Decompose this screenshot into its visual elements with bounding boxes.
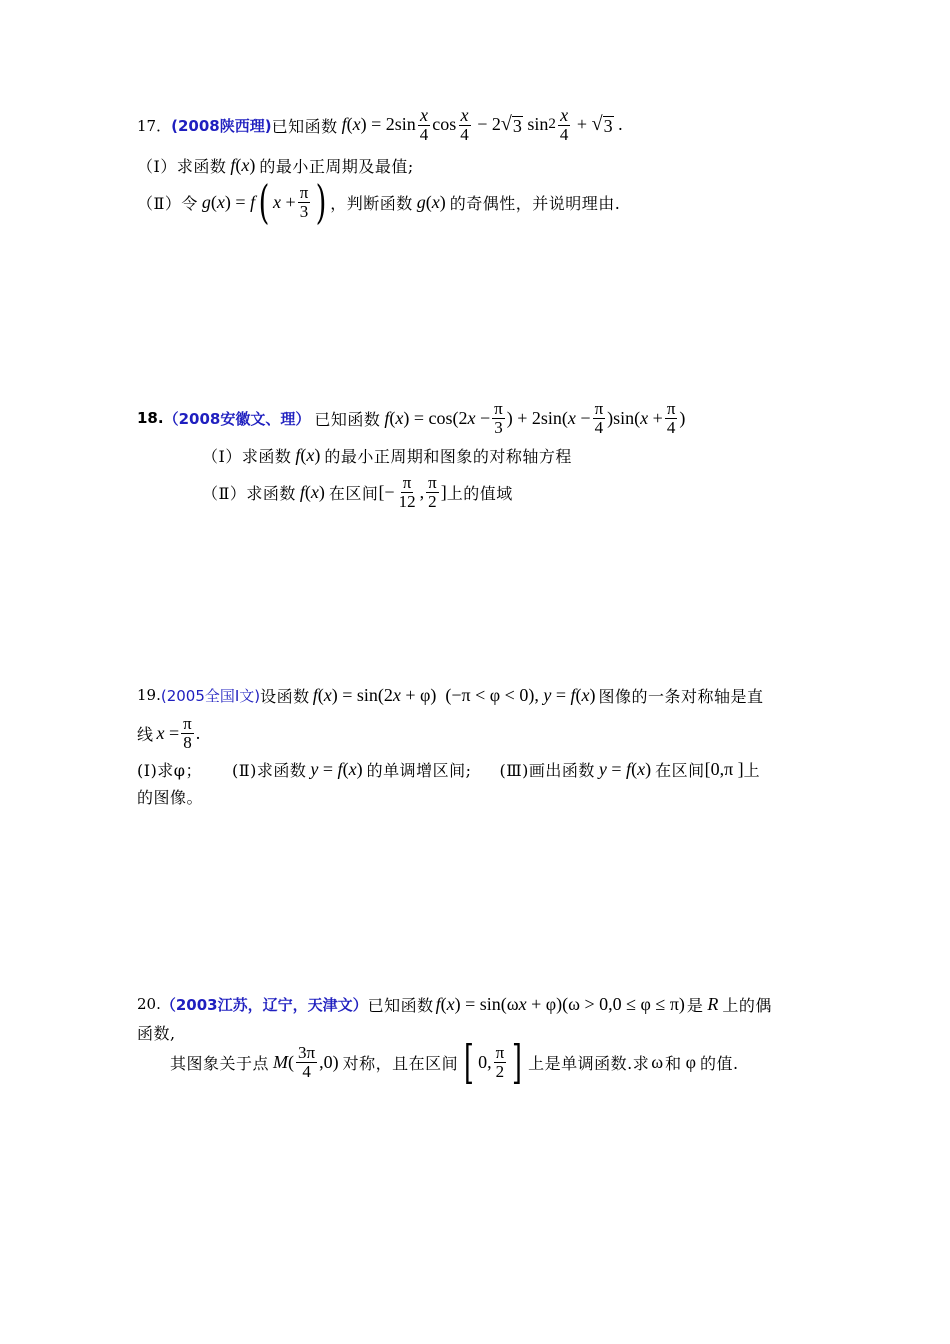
q19-p3-b: 在区间 bbox=[655, 760, 705, 780]
q19-p3-a: (Ⅲ)画出函数 bbox=[499, 760, 595, 780]
q17-p2-text-a: 令 bbox=[181, 193, 198, 213]
q19-p1: (Ⅰ)求φ； bbox=[137, 760, 203, 780]
q18-p1-text-b: 的最小正周期和图象的对称轴方程 bbox=[324, 446, 572, 466]
q19-p2-b: 的单调增区间; bbox=[366, 760, 472, 780]
q20-interval: [ 0, $\frac{\pi}{2}$ ] bbox=[464, 1035, 523, 1089]
q19-p3-interval: [0,π ] bbox=[704, 758, 744, 779]
q19-number: 19. bbox=[137, 686, 161, 704]
q20-line3 bbox=[170, 1035, 739, 1089]
q17-p1-fx: f(x) bbox=[230, 154, 256, 175]
q17-formula: f ( x ) = 2sin $\frac{x}{4}$ cos $\frac{x}{4}$ − 2 √ 3 sin 2 $\frac{x}{4}$ + √ 3 . bbox=[341, 105, 623, 145]
q17-p2-text-c: 的奇偶性，并说明理由. bbox=[449, 193, 621, 213]
q18-intro: 已知函数 bbox=[314, 409, 381, 429]
q19-intro-b: 图像的一条对称轴是直 bbox=[598, 686, 764, 706]
q20-statement bbox=[137, 991, 772, 1017]
q19-statement bbox=[137, 682, 764, 708]
q19-line4 bbox=[137, 784, 203, 808]
q18-p2-interval: [− $\frac{\pi}{12}$ , $\frac{\pi}{2}$ ] bbox=[378, 472, 447, 511]
q18-statement bbox=[137, 395, 685, 441]
q18-number: 18. bbox=[137, 409, 164, 427]
q17-p1-label: （Ⅰ） bbox=[137, 156, 177, 176]
q18-source: （2008安徽文、理） bbox=[163, 409, 311, 428]
q20-intro: 已知函数 bbox=[367, 995, 434, 1015]
q20-intro-b: 是 bbox=[686, 995, 704, 1015]
q20-source: （2003江苏，辽宁，天津文） bbox=[160, 995, 368, 1014]
q20-line3-a: 其图象关于点 bbox=[170, 1053, 270, 1073]
q17-statement bbox=[137, 103, 623, 147]
q19-p2-a: (Ⅱ)求函数 bbox=[232, 760, 307, 780]
q17-part2 bbox=[137, 175, 621, 229]
q17-p2-text-b: ，判断函数 bbox=[330, 193, 413, 213]
q20-formula: f ( x ) = sin(ω x + φ)(ω > 0,0 ≤ φ ≤ π) bbox=[435, 993, 685, 1014]
q18-p1-fx: f(x) bbox=[295, 444, 321, 465]
q18-p2-fx: f(x) bbox=[299, 481, 325, 502]
q18-formula: f ( x ) = cos(2 x − $\frac{\pi}{3}$ ) + 2sin( x − $\frac{\pi}{4}$ )sin( x + $\frac{\pi}{4}$ ) bbox=[384, 398, 686, 437]
q20-line2-text: 函数, bbox=[137, 1023, 176, 1043]
q20-intro-c: 上的偶 bbox=[722, 995, 772, 1015]
q20-R: R bbox=[707, 993, 719, 1014]
q18-p2-text-b: 在区间 bbox=[328, 483, 379, 503]
q17-p1-text-a: 求函数 bbox=[176, 156, 227, 176]
q19-line2-a: 线 bbox=[137, 724, 154, 744]
q19-parts bbox=[137, 757, 760, 781]
q18-p1-label: （Ⅰ） bbox=[202, 446, 242, 466]
q18-part1 bbox=[202, 443, 572, 467]
q19-p3-yfx: y = f(x) bbox=[598, 758, 652, 779]
q17-p1-text-b: 的最小正周期及最值; bbox=[259, 156, 414, 176]
q18-p2-label: （Ⅱ） bbox=[202, 483, 247, 503]
q19-p3-c: 上 bbox=[743, 760, 761, 780]
q20-line3-b: 对称，且在区间 bbox=[342, 1053, 459, 1073]
q19-source: (2005全国Ⅰ文) bbox=[160, 686, 261, 705]
q18-p2-text-a: 求函数 bbox=[246, 483, 296, 503]
q20-omega: ω bbox=[651, 1051, 664, 1072]
q19-formula: f ( x ) = sin(2 x + φ) (−π < φ < 0), y = f ( x ) bbox=[312, 684, 596, 705]
q17-p2-label: （Ⅱ） bbox=[137, 193, 182, 213]
q17-number: 17． bbox=[137, 116, 172, 135]
q18-p2-text-c: 上的值域 bbox=[446, 483, 513, 503]
q17-source: (2008陕西理) bbox=[171, 116, 272, 135]
q17-p2-gx: g(x) bbox=[416, 191, 446, 212]
q20-line3-d: 和 bbox=[665, 1053, 682, 1073]
q18-p1-text-a: 求函数 bbox=[241, 446, 292, 466]
q20-line3-e: 的值. bbox=[699, 1053, 739, 1073]
q17-part1 bbox=[137, 153, 414, 177]
q19-axis-formula: x = $\frac{\pi}{8}$ . bbox=[156, 713, 201, 752]
q17-p2-formula: g ( x ) = f ( x + $\frac{\pi}{3}$ ) bbox=[201, 175, 327, 229]
q20-point: M ( $\frac{3\pi}{4}$ ,0) bbox=[273, 1042, 339, 1081]
q20-phi: φ bbox=[685, 1051, 696, 1072]
q19-line2 bbox=[137, 710, 200, 756]
q18-part2 bbox=[202, 468, 513, 516]
q20-number: 20. bbox=[137, 995, 161, 1013]
q19-p2-yfx: y = f(x) bbox=[310, 758, 363, 779]
q20-line3-c: 上是单调函数.求 bbox=[528, 1053, 650, 1073]
q19-line4-text: 的图像。 bbox=[137, 787, 204, 807]
q19-intro: 设函数 bbox=[260, 686, 310, 706]
q17-intro: 已知函数 bbox=[271, 116, 338, 136]
